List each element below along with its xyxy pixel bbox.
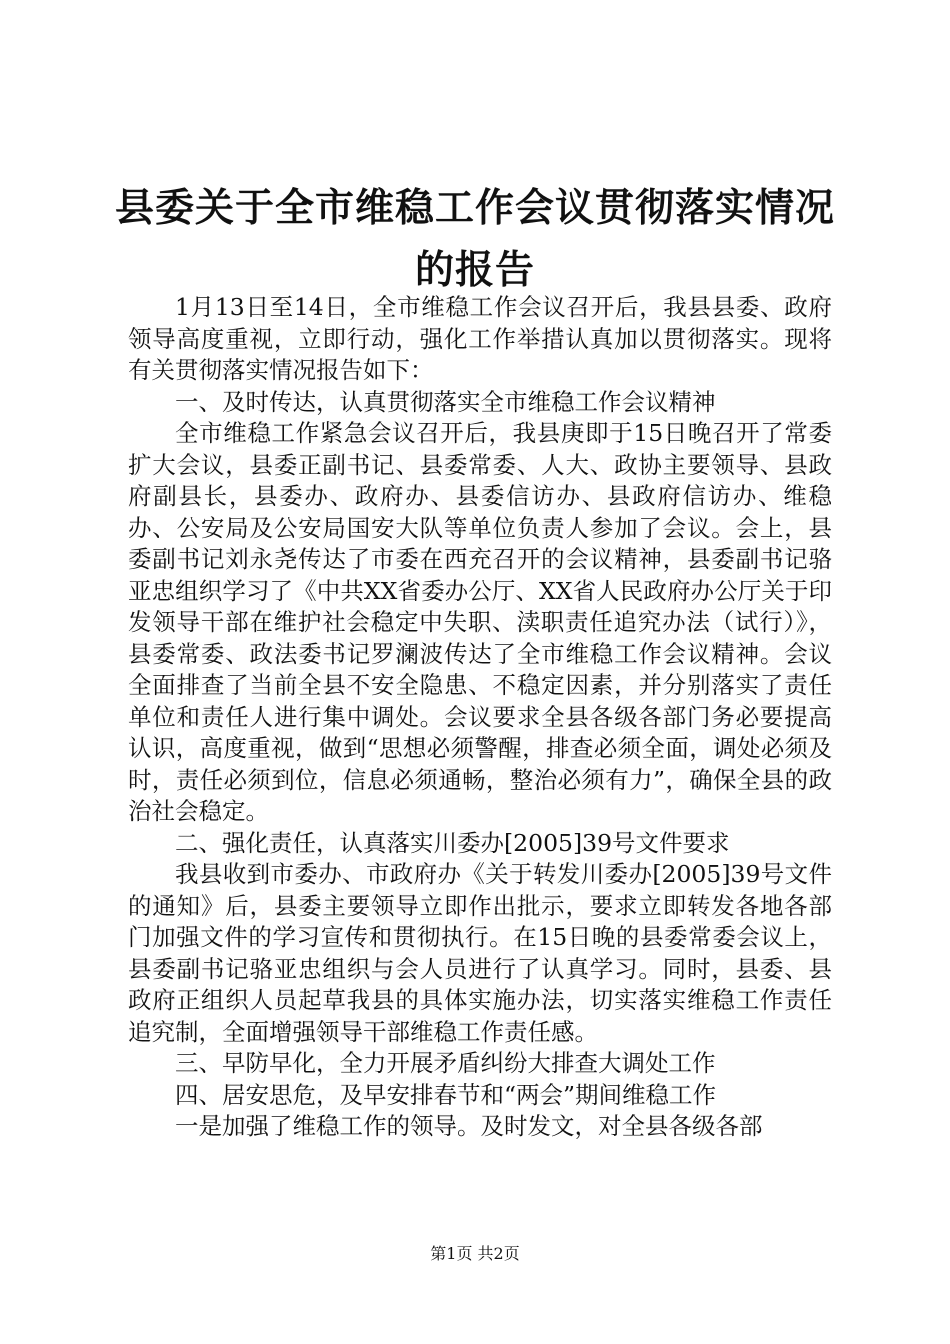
section-3-heading: 三、早防早化，全力开展矛盾纠纷大排查大调处工作: [175, 1049, 716, 1077]
section-4-heading: 四、居安思危，及早安排春节和“两会”期间维稳工作: [175, 1080, 717, 1109]
section-2-heading: 二、强化责任，认真落实川委办[2005]39号文件要求: [175, 828, 730, 857]
page-number-footer: 第1页 共2页: [430, 1244, 520, 1263]
document-title: 县委关于全市维稳工作会议贯彻落实情况的报告: [114, 186, 835, 293]
section-1-heading: 一、及时传达，认真贯彻落实全市维稳工作会议精神: [175, 387, 716, 416]
document-body: [128, 292, 832, 1143]
section-4-paragraph: 一是加强了维稳工作的领导。及时发文，对全县各级各部: [175, 1112, 763, 1140]
section-1-paragraph: 全市维稳工作紧急会议召开后，我县庚即于15日晚召开了常委扩大会议，县委正副书记、县委常委、人大、政协主要领导、县政府副县长，县委办、政府办、县委信访办、县政府信访办、维稳办、公安局及公安局国安大队等单位负责人参加了会议。会上，县委副书记刘永尧传达了市委在西充召开的会议精神，县委副书记骆亚忠组织学习了《中共XX省委办公厅、XX省人民政府办公厅关于印发领导干部在维护社会稳定中失职、渎职责任追究办法（试行）》，县委常委、政法委书记罗澜波传达了全市维稳工作会议精神。会议全面排查了当前全县不安全隐患、不稳定因素，并分别落实了责任单位和责任人进行集中调处。会议要求全县各级各部门务必要提高认识，高度重视，做到“思想必须警醒，排查必须全面，调处必须及时，责任必须到位，信息必须通畅，整治必须有力”，确保全县的政治社会稳定。: [128, 419, 832, 825]
section-2-paragraph: 我县收到市委办、市政府办《关于转发川委办[2005]39号文件的通知》后，县委主要领导立即作出批示，要求立即转发各地各部门加强文件的学习宣传和贯彻执行。在15日晚的县委常委会议上，县委副书记骆亚忠组织与会人员进行了认真学习。同时，县委、县政府正组织人员起草我县的具体实施办法，切实落实维稳工作责任追究制，全面增强领导干部维稳工作责任感。: [128, 860, 832, 1046]
intro-paragraph: 1月13日至14日，全市维稳工作会议召开后，我县县委、政府领导高度重视，立即行动，强化工作举措认真加以贯彻落实。现将有关贯彻落实情况报告如下：: [128, 293, 832, 384]
